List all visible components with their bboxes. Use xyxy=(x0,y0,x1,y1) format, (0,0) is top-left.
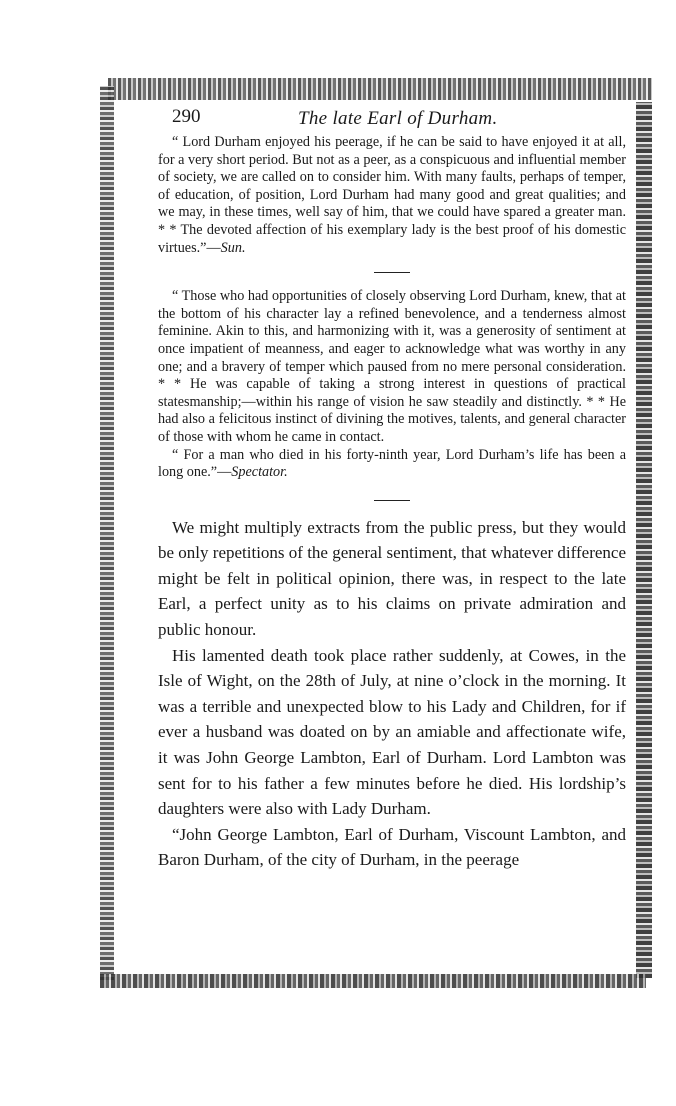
ornamental-border-right xyxy=(636,102,652,978)
page-header xyxy=(158,104,626,134)
body-paragraph-2: His lamented death took place rather suddenly, at Cowes, in the Isle of Wight, on the 28th of July, at nine o’clock in the morning. It was a terrible and unexpected blow to his Lady and Children, for if ever a husband was doated on by an amiable and affectionate wife, it was John George Lambton, Earl of Durham. Lord Lambton was sent for to his father a few minutes before he died. His lordship’s daughters were also with Lady Durham. xyxy=(158,645,626,819)
page-frame xyxy=(100,78,652,988)
quote-sun xyxy=(158,134,626,257)
section-divider xyxy=(374,272,410,273)
ornamental-border-bottom xyxy=(100,974,646,988)
quote-spectator-paragraph-1: “ Those who had opportunities of closely observing Lord Durham, knew, that at the bottom of his character lay a refined benevolence, and a tenderness almost feminine. Akin to this, and harmonizing with it, was a generosity of sentiment at once impatient of meanness, and eager to acknowledge what was worthy in any one; and a bravery of temper which paused from no mere personal consideration. * * He was capable of taking a strong interest in questions of practical statesmanship;—within his range of vision he saw steadily and distinctly. * * He had also a felicitous instinct of divining the motives, talents, and general character of those with whom he came in contact. xyxy=(158,288,626,445)
body-text xyxy=(158,515,626,873)
quote-sun-paragraph xyxy=(158,134,626,257)
ornamental-border-left xyxy=(100,86,114,980)
body-paragraph-3: “John George Lambton, Earl of Durham, Viscount Lambton, and Baron Durham, of the city of Durham, in the peerage xyxy=(158,824,626,870)
quote-spectator-source: Spectator. xyxy=(231,464,288,481)
quote-spectator xyxy=(158,288,626,482)
quote-sun-text: “ Lord Durham enjoyed his peerage, if he can be said to have enjoyed it at all, for a very short period. But not as a peer, as a conspicuous and influential member of society, we are called on to consider him. With many faults, perhaps of temper, of education, of position, Lord Durham had many good and great qualities; and we may, in these times, well say of him, that we could have spared a greater man. * * The devoted affection of his exemplary lady is the best proof of his domestic virtues.”— xyxy=(158,134,626,256)
quote-sun-source: Sun. xyxy=(220,239,246,256)
section-divider xyxy=(374,500,410,501)
ornamental-border-top xyxy=(108,78,652,100)
page-number: 290 xyxy=(172,106,201,127)
body-paragraph-1: We might multiply extracts from the public press, but they would be only repetitions of the general sentiment, that whatever difference might be felt in political opinion, there was, in respect to the late Earl, a perfect unity as to his claims on private admiration and public honour. xyxy=(158,517,626,640)
quote-spectator-text: “ For a man who died in his forty-ninth year, Lord Durham’s life has been a long one.”— xyxy=(158,446,626,481)
running-title: The late Earl of Durham. xyxy=(298,108,498,129)
quote-spectator-paragraph-2 xyxy=(158,447,626,482)
page-content xyxy=(158,104,626,873)
